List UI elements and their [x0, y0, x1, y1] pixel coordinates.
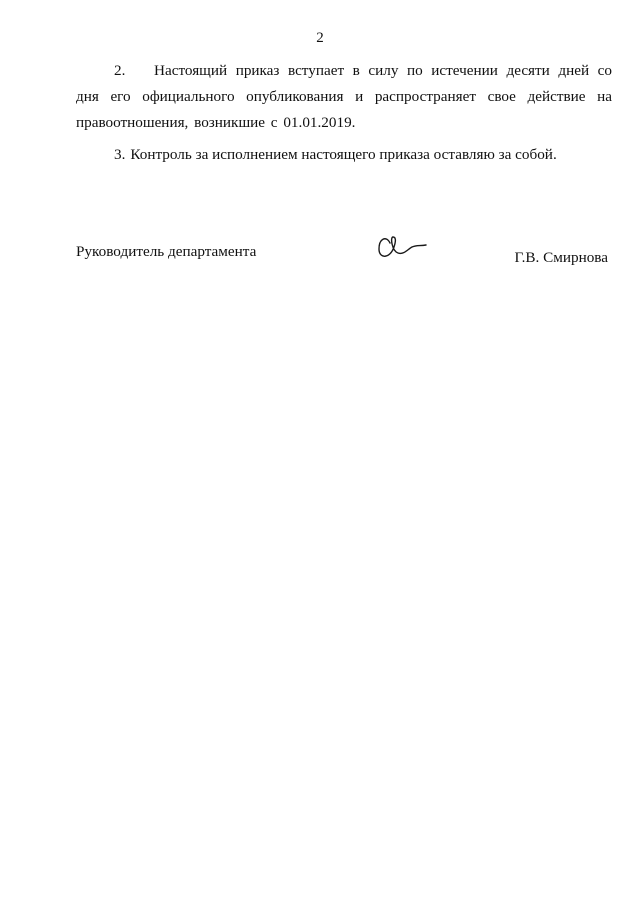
signatory-name: Г.В. Смирнова: [514, 249, 608, 266]
paragraph-2: [76, 58, 612, 136]
paragraph-3: [76, 142, 612, 168]
paragraph-number: 3.: [114, 146, 126, 163]
paragraph-text: Контроль за исполнением настоящего приказа оставляю за собой.: [130, 146, 557, 163]
signatory-position: Руководитель департамента: [76, 243, 257, 260]
signature-block: [76, 243, 612, 273]
paragraph-number: 2.: [114, 62, 126, 79]
paragraph-text: Настоящий приказ вступает в силу по истечении десяти дней со дня его официального опубликования и распространяет свое действие на правоотношения, возникшие с 01.01.2019.: [76, 62, 612, 131]
handwritten-signature-icon: [376, 229, 428, 265]
document-body: [76, 58, 612, 168]
page-number: 2: [316, 30, 324, 46]
